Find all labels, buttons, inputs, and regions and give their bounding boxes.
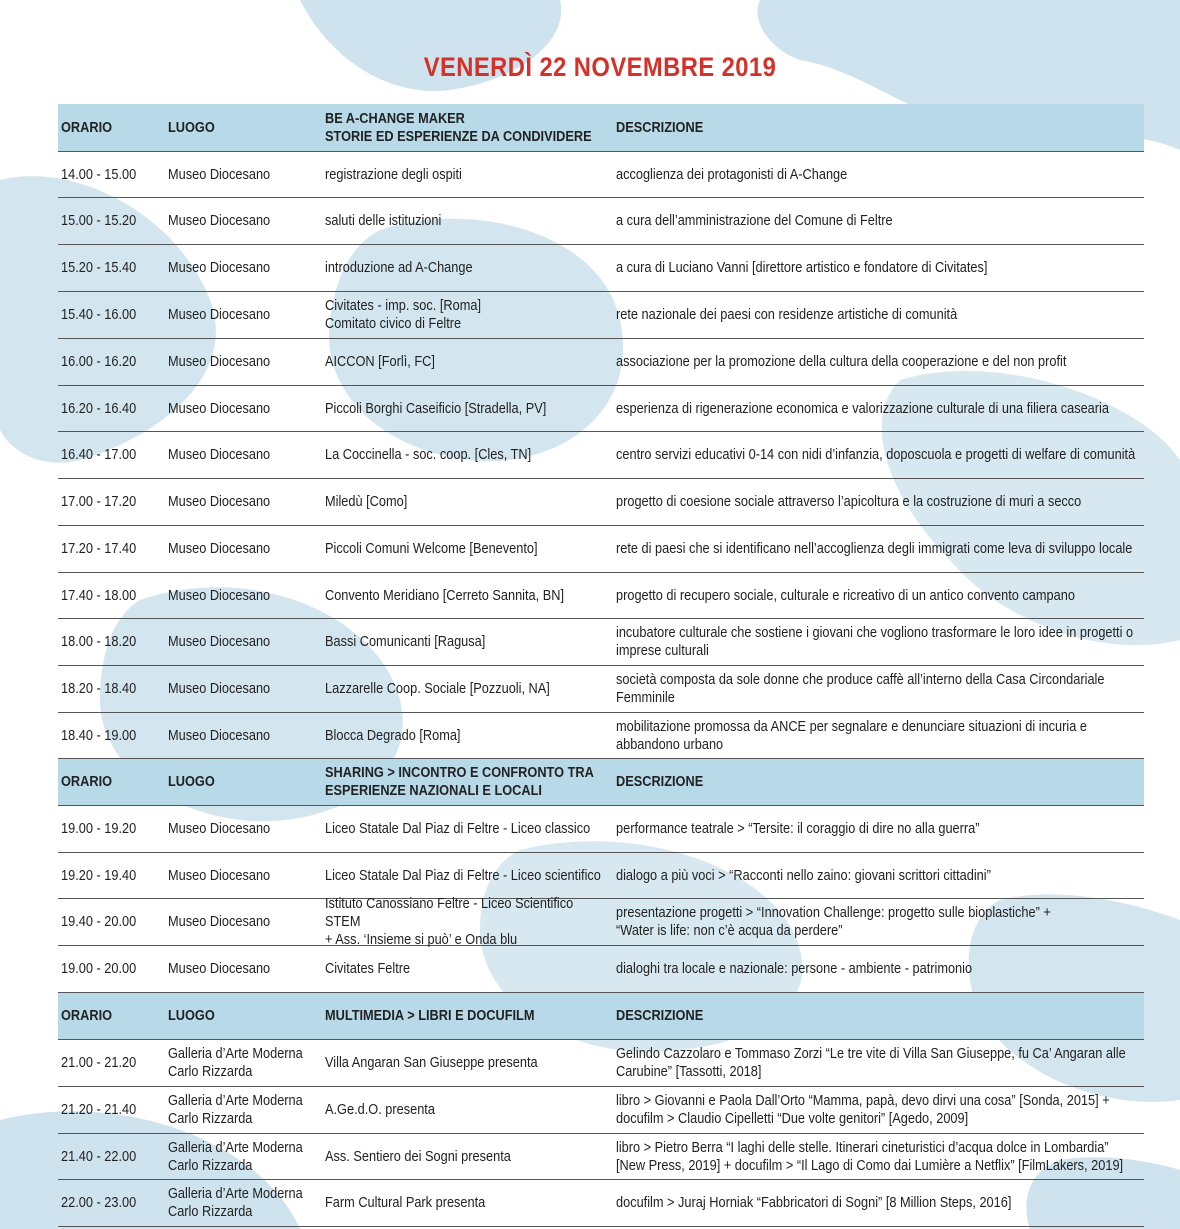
description-cell-text: società composta da sole donne che produce caffè all’interno della Casa Circondariale Femminile (616, 672, 1105, 706)
description-cell (616, 166, 1144, 184)
description-cell-text: dialogo a più voci > “Racconti nello zaino: giovani scrittori cittadini” (616, 867, 991, 884)
table-row (58, 1180, 1144, 1227)
header-luogo (168, 119, 325, 137)
place-cell (168, 727, 325, 745)
description-cell (616, 1139, 1144, 1175)
description-cell-text: associazione per la promozione della cultura della cooperazione e del non profit (616, 354, 1067, 370)
place-cell (168, 306, 325, 324)
description-cell (616, 671, 1144, 707)
time-cell-text: 17.40 - 18.00 (61, 587, 137, 604)
place-cell-text: Museo Diocesano (168, 821, 271, 837)
time-cell (58, 353, 168, 371)
event-cell (325, 895, 616, 949)
event-cell-text: Convento Meridiano [Cerreto Sannita, BN] (325, 587, 565, 604)
place-cell (168, 633, 325, 651)
time-cell (58, 960, 168, 978)
place-cell (168, 540, 325, 558)
description-cell-text: progetto di coesione sociale attraverso l’apicoltura e la costruzione di muri a secco (616, 494, 1082, 510)
time-cell-text: 15.00 - 15.20 (61, 213, 137, 229)
header-theme-text: SHARING > INCONTRO E CONFRONTO TRA ESPERIENZE NAZIONALI E LOCALI (325, 765, 594, 799)
time-cell (58, 820, 168, 838)
time-cell-text: 19.20 - 19.40 (61, 867, 137, 884)
time-cell (58, 1054, 168, 1072)
description-cell (616, 718, 1144, 754)
event-cell (325, 259, 616, 277)
place-cell-text: Museo Diocesano (168, 727, 271, 744)
description-cell (616, 1092, 1144, 1128)
place-cell-text: Museo Diocesano (168, 634, 271, 650)
header-theme (325, 1007, 616, 1025)
time-cell-text: 14.00 - 15.00 (61, 166, 137, 183)
description-cell-text: libro > Giovanni e Paola Dall’Orto “Mamma, papà, devo dirvi una cosa” [Sonda, 2015] + docufilm > Claudio Cipelletti “Due volte genitori” [Agedo, 2009] (616, 1093, 1110, 1127)
description-cell (616, 493, 1144, 511)
description-cell-text: presentazione progetti > “Innovation Challenge: progetto sulle bioplastiche” + “Water is life: non c’è acqua da perdere” (616, 905, 1051, 939)
header-theme (325, 764, 616, 800)
description-cell (616, 446, 1144, 464)
table-row (58, 1134, 1144, 1180)
event-cell (325, 212, 616, 230)
table-row (58, 573, 1144, 619)
time-cell (58, 166, 168, 184)
description-cell (616, 1045, 1144, 1081)
event-cell (325, 493, 616, 511)
description-cell-text: libro > Pietro Berra “I laghi delle stelle. Itinerari cineturistici d’acqua dolce in Lombardia” [New Press, 2019] + docufilm > “Il Lago di Como dai Lumière a Netflix” [FilmLakers, 2019] (616, 1139, 1124, 1174)
header-luogo (168, 773, 325, 791)
description-cell-text: Gelindo Cazzolaro e Tommaso Zorzi “Le tre vite di Villa San Giuseppe, fu Ca’ Angaran alle Carubine” [Tassotti, 2018] (616, 1046, 1126, 1080)
event-cell (325, 400, 616, 418)
time-cell (58, 306, 168, 324)
header-luogo (168, 1007, 325, 1025)
description-cell (616, 624, 1144, 660)
place-cell (168, 913, 325, 931)
event-cell (325, 633, 616, 651)
description-cell-text: rete nazionale dei paesi con residenze artistiche di comunità (616, 307, 958, 323)
place-cell (168, 400, 325, 418)
time-cell-text: 19.00 - 19.20 (61, 821, 137, 837)
event-cell (325, 1101, 616, 1119)
place-cell (168, 1092, 325, 1128)
place-cell-text: Galleria d’Arte Moderna Carlo Rizzarda (168, 1093, 303, 1127)
header-orario-text: ORARIO (61, 774, 113, 790)
section-header (58, 104, 1144, 152)
time-cell (58, 212, 168, 230)
event-cell-text: Villa Angaran San Giuseppe presenta (325, 1055, 538, 1071)
place-cell-text: Galleria d’Arte Moderna Carlo Rizzarda (168, 1046, 303, 1080)
place-cell (168, 867, 325, 885)
event-cell-text: Liceo Statale Dal Piaz di Feltre - Liceo scientifico (325, 867, 601, 884)
description-cell-text: incubatore culturale che sostiene i giovani che vogliono trasformare le loro idee in progetti o imprese culturali (616, 625, 1134, 659)
event-cell-text: Miledù [Como] (325, 494, 408, 510)
event-cell-text: Farm Cultural Park presenta (325, 1195, 486, 1211)
table-row (58, 666, 1144, 713)
description-cell (616, 867, 1144, 885)
event-cell-text: AICCON [Forlì, FC] (325, 354, 435, 370)
event-cell (325, 727, 616, 745)
place-cell-text: Museo Diocesano (168, 681, 271, 697)
time-cell (58, 680, 168, 698)
event-cell-text: Piccoli Comuni Welcome [Benevento] (325, 541, 538, 557)
header-theme-text: BE A-CHANGE MAKER STORIE ED ESPERIENZE DA CONDIVIDERE (325, 110, 592, 145)
time-cell-text: 19.00 - 20.00 (61, 961, 137, 977)
place-cell (168, 1139, 325, 1175)
place-cell-text: Museo Diocesano (168, 166, 271, 183)
time-cell (58, 540, 168, 558)
schedule-table (58, 104, 1144, 1227)
time-cell-text: 21.00 - 21.20 (61, 1055, 137, 1071)
place-cell (168, 259, 325, 277)
section-header (58, 759, 1144, 806)
place-cell-text: Museo Diocesano (168, 587, 271, 604)
place-cell-text: Galleria d’Arte Moderna Carlo Rizzarda (168, 1186, 303, 1220)
place-cell-text: Museo Diocesano (168, 914, 271, 930)
place-cell (168, 680, 325, 698)
time-cell-text: 21.40 - 22.00 (61, 1148, 137, 1165)
time-cell (58, 1148, 168, 1166)
time-cell (58, 867, 168, 885)
time-cell-text: 17.00 - 17.20 (61, 494, 137, 510)
place-cell (168, 166, 325, 184)
description-cell-text: docufilm > Juraj Horniak “Fabbricatori di Sogni” [8 Million Steps, 2016] (616, 1195, 1012, 1211)
time-cell-text: 21.20 - 21.40 (61, 1102, 137, 1118)
header-descrizione (616, 1007, 1144, 1025)
header-luogo-text: LUOGO (168, 1008, 215, 1024)
description-cell (616, 960, 1144, 978)
place-cell-text: Museo Diocesano (168, 400, 271, 417)
table-row (58, 292, 1144, 339)
description-cell (616, 400, 1144, 418)
place-cell (168, 587, 325, 605)
event-cell (325, 297, 616, 333)
time-cell-text: 16.00 - 16.20 (61, 354, 137, 370)
header-theme (325, 110, 616, 146)
time-cell-text: 22.00 - 23.00 (61, 1195, 137, 1211)
time-cell-text: 18.00 - 18.20 (61, 634, 137, 650)
event-cell-text: Civitates Feltre (325, 961, 411, 977)
header-descrizione (616, 773, 1144, 791)
table-row (58, 526, 1144, 573)
time-cell (58, 1194, 168, 1212)
table-row (58, 432, 1144, 479)
header-descrizione-text: DESCRIZIONE (616, 119, 704, 136)
header-luogo-text: LUOGO (168, 119, 215, 136)
event-cell-text: introduzione ad A-Change (325, 260, 473, 276)
event-cell-text: La Coccinella - soc. coop. [Cles, TN] (325, 447, 532, 463)
time-cell (58, 400, 168, 418)
header-descrizione (616, 119, 1144, 137)
place-cell (168, 1185, 325, 1221)
event-cell (325, 1054, 616, 1072)
description-cell (616, 306, 1144, 324)
event-cell (325, 353, 616, 371)
place-cell (168, 960, 325, 978)
description-cell-text: performance teatrale > “Tersite: il coraggio di dire no alla guerra” (616, 821, 980, 837)
event-cell-text: Bassi Comunicanti [Ragusa] (325, 634, 486, 650)
description-cell-text: centro servizi educativi 0-14 con nidi d’infanzia, doposcuola e progetti di welfare di comunità (616, 447, 1136, 463)
event-cell-text: registrazione degli ospiti (325, 166, 462, 183)
time-cell (58, 633, 168, 651)
table-row (58, 339, 1144, 386)
table-row (58, 245, 1144, 292)
place-cell-text: Museo Diocesano (168, 307, 271, 323)
event-cell (325, 680, 616, 698)
event-cell-text: Lazzarelle Coop. Sociale [Pozzuoli, NA] (325, 681, 550, 697)
time-cell (58, 913, 168, 931)
event-cell (325, 540, 616, 558)
place-cell (168, 820, 325, 838)
place-cell (168, 1045, 325, 1081)
header-orario (58, 1007, 168, 1025)
time-cell-text: 18.40 - 19.00 (61, 727, 137, 744)
table-row (58, 1087, 1144, 1134)
page-title: VENERDÌ 22 NOVEMBRE 2019 (423, 52, 777, 82)
description-cell (616, 820, 1144, 838)
header-descrizione-text: DESCRIZIONE (616, 1008, 704, 1024)
event-cell-text: Istituto Canossiano Feltre - Liceo Scientifico STEM + Ass. ‘Insieme si può’ e Onda blu (325, 896, 574, 948)
place-cell-text: Museo Diocesano (168, 494, 271, 510)
time-cell-text: 17.20 - 17.40 (61, 541, 137, 557)
description-cell-text: accoglienza dei protagonisti di A-Change (616, 166, 848, 183)
event-cell (325, 587, 616, 605)
event-cell-text: Civitates - imp. soc. [Roma] Comitato civico di Feltre (325, 298, 481, 332)
description-cell (616, 259, 1144, 277)
event-cell (325, 1194, 616, 1212)
time-cell (58, 446, 168, 464)
time-cell-text: 15.40 - 16.00 (61, 307, 137, 323)
description-cell-text: a cura di Luciano Vanni [direttore artistico e fondatore di Civitates] (616, 260, 988, 276)
event-cell-text: Liceo Statale Dal Piaz di Feltre - Liceo classico (325, 821, 591, 837)
place-cell (168, 493, 325, 511)
event-cell (325, 960, 616, 978)
place-cell (168, 446, 325, 464)
time-cell-text: 16.20 - 16.40 (61, 400, 137, 417)
table-row (58, 713, 1144, 759)
place-cell-text: Museo Diocesano (168, 260, 271, 276)
table-row (58, 479, 1144, 526)
table-row (58, 1040, 1144, 1087)
time-cell (58, 493, 168, 511)
time-cell (58, 1101, 168, 1119)
event-cell-text: A.Ge.d.O. presenta (325, 1102, 435, 1118)
place-cell-text: Museo Diocesano (168, 447, 271, 463)
time-cell-text: 18.20 - 18.40 (61, 681, 137, 697)
event-cell (325, 1148, 616, 1166)
description-cell (616, 212, 1144, 230)
description-cell-text: esperienza di rigenerazione economica e valorizzazione culturale di una filiera casearia (616, 400, 1109, 417)
event-cell (325, 867, 616, 885)
table-row (58, 619, 1144, 666)
time-cell (58, 727, 168, 745)
description-cell (616, 540, 1144, 558)
event-cell-text: Blocca Degrado [Roma] (325, 727, 461, 744)
place-cell (168, 212, 325, 230)
description-cell-text: a cura dell’amministrazione del Comune di Feltre (616, 213, 893, 229)
header-orario-text: ORARIO (61, 119, 113, 136)
table-row (58, 896, 1144, 948)
time-cell (58, 259, 168, 277)
table-row (58, 946, 1144, 993)
description-cell-text: dialoghi tra locale e nazionale: persone - ambiente - patrimonio (616, 961, 973, 977)
place-cell-text: Galleria d’Arte Moderna Carlo Rizzarda (168, 1139, 303, 1174)
event-cell (325, 820, 616, 838)
header-orario (58, 119, 168, 137)
header-theme-text: MULTIMEDIA > LIBRI E DOCUFILM (325, 1008, 535, 1024)
time-cell-text: 15.20 - 15.40 (61, 260, 137, 276)
event-cell (325, 446, 616, 464)
table-row (58, 806, 1144, 853)
event-cell-text: saluti delle istituzioni (325, 213, 442, 229)
time-cell-text: 16.40 - 17.00 (61, 447, 137, 463)
table-row (58, 152, 1144, 198)
table-row (58, 386, 1144, 432)
description-cell-text: progetto di recupero sociale, culturale e ricreativo di un antico convento campano (616, 587, 1075, 604)
section-header (58, 993, 1144, 1040)
description-cell-text: rete di paesi che si identificano nell’accoglienza degli immigrati come leva di sviluppo locale (616, 541, 1133, 557)
place-cell-text: Museo Diocesano (168, 867, 271, 884)
place-cell-text: Museo Diocesano (168, 961, 271, 977)
description-cell (616, 587, 1144, 605)
event-cell (325, 166, 616, 184)
header-luogo-text: LUOGO (168, 774, 215, 790)
description-cell (616, 1194, 1144, 1212)
description-cell (616, 353, 1144, 371)
header-descrizione-text: DESCRIZIONE (616, 774, 704, 790)
event-cell-text: Piccoli Borghi Caseificio [Stradella, PV] (325, 400, 547, 417)
description-cell (616, 904, 1144, 940)
place-cell-text: Museo Diocesano (168, 541, 271, 557)
time-cell-text: 19.40 - 20.00 (61, 914, 137, 930)
event-cell-text: Ass. Sentiero dei Sogni presenta (325, 1148, 511, 1165)
place-cell-text: Museo Diocesano (168, 213, 271, 229)
table-row (58, 198, 1144, 245)
table-row (58, 853, 1144, 899)
description-cell-text: mobilitazione promossa da ANCE per segnalare e denunciare situazioni di incuria e abbandono urbano (616, 718, 1087, 753)
place-cell (168, 353, 325, 371)
time-cell (58, 587, 168, 605)
place-cell-text: Museo Diocesano (168, 354, 271, 370)
header-orario-text: ORARIO (61, 1008, 113, 1024)
header-orario (58, 773, 168, 791)
